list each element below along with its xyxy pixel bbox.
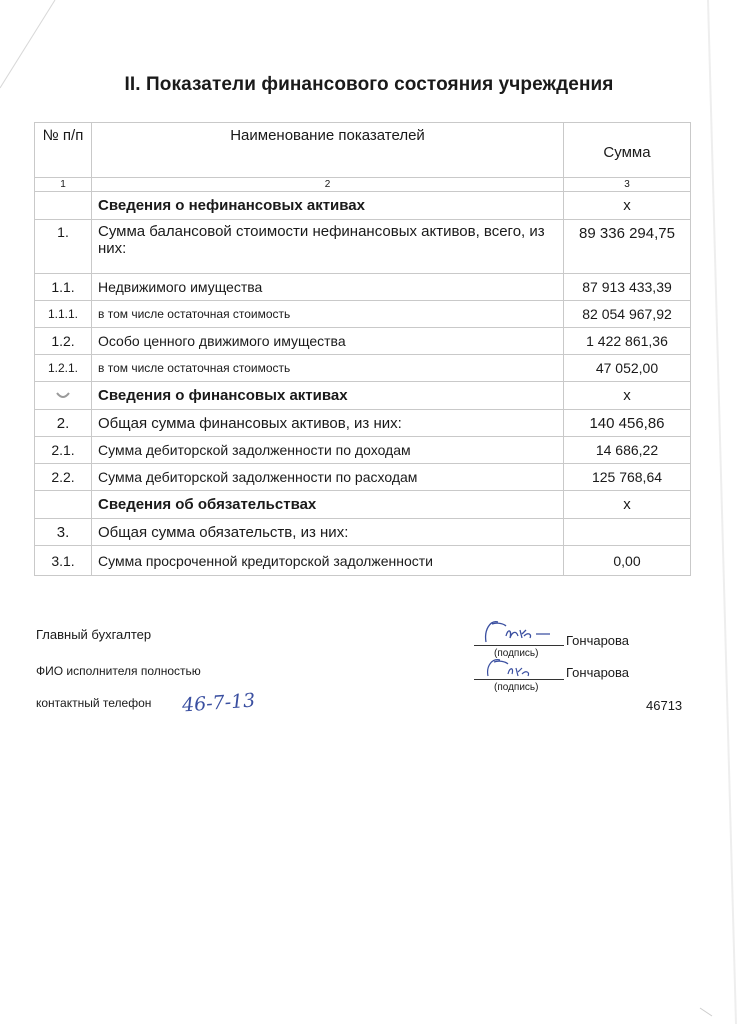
table-row xyxy=(35,491,691,519)
table-row xyxy=(35,220,691,274)
row-name: Сумма дебиторской задолженности по доходам xyxy=(92,437,564,464)
table-row xyxy=(35,382,691,410)
table-row xyxy=(35,519,691,546)
phone-number: 46713 xyxy=(646,698,683,713)
row-num: 1.2.1. xyxy=(35,355,92,382)
row-num xyxy=(35,192,92,220)
row-name: Сумма балансовой стоимости нефинансовых активов, всего, из них: xyxy=(92,220,564,274)
row-name: Особо ценного движимого имущества xyxy=(92,328,564,355)
index-3: 3 xyxy=(564,178,691,192)
row-amount: x xyxy=(564,491,691,519)
row-num: 1. xyxy=(35,220,92,274)
table-row xyxy=(35,464,691,491)
row-name: Сумма просроченной кредиторской задолженности xyxy=(92,546,564,576)
section-heading: Сведения об обязательствах xyxy=(92,491,564,519)
row-amount: 0,00 xyxy=(564,546,691,576)
index-1: 1 xyxy=(35,178,92,192)
signature-line xyxy=(474,645,564,646)
row-amount xyxy=(564,519,691,546)
row-amount: 14 686,22 xyxy=(564,437,691,464)
row-name: Сумма дебиторской задолженности по расходам xyxy=(92,464,564,491)
row-num: 1.2. xyxy=(35,328,92,355)
row-name: в том числе остаточная стоимость xyxy=(92,355,564,382)
row-amount: 47 052,00 xyxy=(564,355,691,382)
table-row xyxy=(35,437,691,464)
executor-label: ФИО исполнителя полностью xyxy=(36,664,201,678)
row-amount: 1 422 861,36 xyxy=(564,328,691,355)
chief-accountant-signature xyxy=(478,616,558,646)
index-2: 2 xyxy=(92,178,564,192)
signature-line xyxy=(474,679,564,680)
section-heading: Сведения о нефинансовых активах xyxy=(92,192,564,220)
phone-handwritten: 46-7-13 xyxy=(181,689,256,717)
row-num: 2.2. xyxy=(35,464,92,491)
row-amount: 140 456,86 xyxy=(564,410,691,437)
table-row xyxy=(35,410,691,437)
scan-smudge-icon xyxy=(55,389,71,401)
page-title: II. Показатели финансового состояния учреждения xyxy=(124,74,614,95)
row-amount: 87 913 433,39 xyxy=(564,274,691,301)
row-num xyxy=(35,382,92,410)
header-num: № п/п xyxy=(35,123,92,178)
chief-accountant-name: Гончарова xyxy=(566,633,630,648)
executor-signature xyxy=(478,652,548,680)
table-row xyxy=(35,355,691,382)
row-amount: x xyxy=(564,192,691,220)
row-num xyxy=(35,491,92,519)
header-name: Наименование показателей xyxy=(92,123,564,178)
executor-name: Гончарова xyxy=(566,665,630,680)
table-row xyxy=(35,301,691,328)
row-name: Общая сумма обязательств, из них: xyxy=(92,519,564,546)
row-name: в том числе остаточная стоимость xyxy=(92,301,564,328)
row-num: 1.1. xyxy=(35,274,92,301)
chief-accountant-label: Главный бухгалтер xyxy=(36,627,152,642)
table-row xyxy=(35,192,691,220)
header-amount: Сумма xyxy=(564,123,691,178)
row-num: 1.1.1. xyxy=(35,301,92,328)
section-heading: Сведения о финансовых активах xyxy=(92,382,564,410)
row-amount: 89 336 294,75 xyxy=(564,220,691,274)
row-amount: 125 768,64 xyxy=(564,464,691,491)
column-index-row xyxy=(35,178,691,192)
table-row xyxy=(35,546,691,576)
row-amount: 82 054 967,92 xyxy=(564,301,691,328)
row-amount: x xyxy=(564,382,691,410)
phone-label: контактный телефон xyxy=(36,696,152,710)
row-name: Недвижимого имущества xyxy=(92,274,564,301)
signature-caption: (подпись) xyxy=(494,648,539,659)
row-num: 2. xyxy=(35,410,92,437)
row-name: Общая сумма финансовых активов, из них: xyxy=(92,410,564,437)
row-num: 3.1. xyxy=(35,546,92,576)
signature-caption: (подпись) xyxy=(494,682,539,693)
row-num: 3. xyxy=(35,519,92,546)
table-row xyxy=(35,328,691,355)
table-row xyxy=(35,274,691,301)
table-header-row xyxy=(35,123,691,178)
row-num: 2.1. xyxy=(35,437,92,464)
financial-table xyxy=(34,122,691,576)
